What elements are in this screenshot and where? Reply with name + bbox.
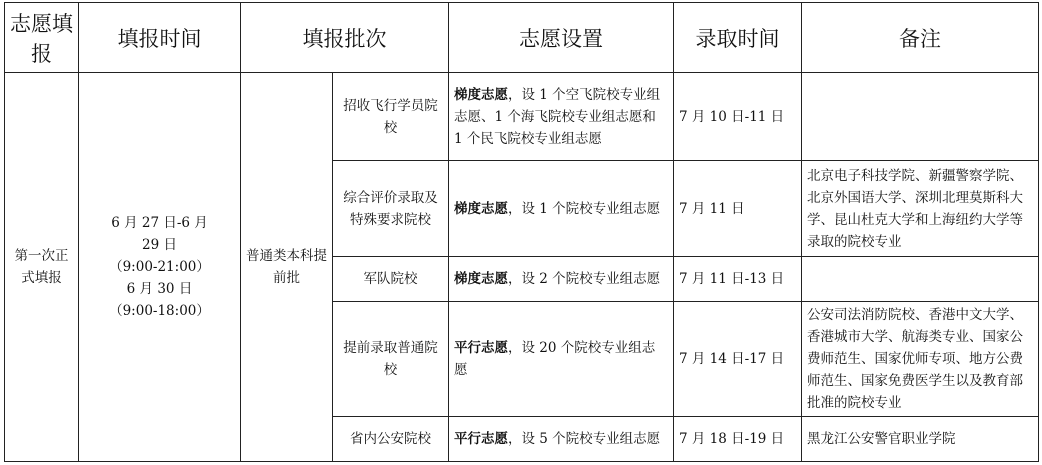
admission-schedule-table — [4, 2, 1039, 462]
admit-time-cell: 7 月 14 日-17 日 — [674, 302, 802, 417]
remark-cell: 北京电子科技学院、新疆警察学院、北京外国语大学、深圳北理莫斯科大学、昆山杜克大学和上海纽约大学等录取的院校专业 — [802, 161, 1039, 257]
setup-type: 梯度志愿 — [454, 86, 508, 103]
fill-time-line: 6 月 30 日 — [126, 281, 193, 297]
remark-cell — [802, 73, 1039, 161]
admit-time-cell: 7 月 10 日-11 日 — [674, 73, 802, 161]
setup-text: ，设 2 个院校专业组志愿 — [508, 271, 661, 287]
setup-type: 梯度志愿 — [454, 200, 508, 217]
setup-text: ，设 20 个院校专业组志愿 — [454, 340, 656, 378]
category-cell: 省内公安院校 — [333, 417, 449, 462]
setup-cell — [449, 417, 674, 462]
fill-time-line: （9:00-21:00） — [109, 259, 210, 275]
fill-time-line: 6 月 27 日-6 月 — [111, 215, 208, 231]
header-row — [5, 3, 1039, 73]
fill-time-cell — [79, 73, 241, 462]
remark-cell: 公安司法消防院校、香港中文大学、香港城市大学、航海类专业、国家公费师范生、国家优师专项、地方公费师范生、国家免费医学生以及教育部批准的院校专业 — [802, 302, 1039, 417]
fill-time-line: （9:00-18:00） — [109, 303, 210, 319]
header-fill-time: 填报时间 — [79, 3, 241, 73]
remark-cell: 黑龙江公安警官职业学院 — [802, 417, 1039, 462]
setup-text: ，设 1 个院校专业组志愿 — [508, 200, 661, 217]
table-row — [5, 73, 1039, 161]
setup-cell — [449, 302, 674, 417]
header-remark: 备注 — [802, 3, 1039, 73]
header-setup: 志愿设置 — [449, 3, 674, 73]
category-cell: 招收飞行学员院校 — [333, 73, 449, 161]
header-batch: 填报批次 — [241, 3, 449, 73]
round-cell: 第一次正式填报 — [5, 73, 79, 462]
setup-text: ，设 5 个院校专业组志愿 — [508, 431, 661, 447]
setup-cell — [449, 161, 674, 257]
fill-time-line: 29 日 — [142, 237, 177, 253]
setup-cell — [449, 257, 674, 302]
admit-time-cell: 7 月 11 日-13 日 — [674, 257, 802, 302]
setup-type: 平行志愿 — [454, 340, 508, 356]
header-round: 志愿填报 — [5, 3, 79, 73]
header-admit-time: 录取时间 — [674, 3, 802, 73]
category-cell: 提前录取普通院校 — [333, 302, 449, 417]
setup-type: 平行志愿 — [454, 431, 508, 447]
admit-time-cell: 7 月 18 日-19 日 — [674, 417, 802, 462]
batch-cell: 普通类本科提前批 — [241, 73, 333, 462]
remark-cell — [802, 257, 1039, 302]
admit-time-cell: 7 月 11 日 — [674, 161, 802, 257]
setup-type: 梯度志愿 — [454, 271, 508, 287]
category-cell: 军队院校 — [333, 257, 449, 302]
setup-text: ，设 1 个空飞院校专业组志愿、1 个海飞院校专业组志愿和 1 个民飞院校专业组志愿 — [454, 86, 661, 147]
category-cell: 综合评价录取及特殊要求院校 — [333, 161, 449, 257]
setup-cell — [449, 73, 674, 161]
